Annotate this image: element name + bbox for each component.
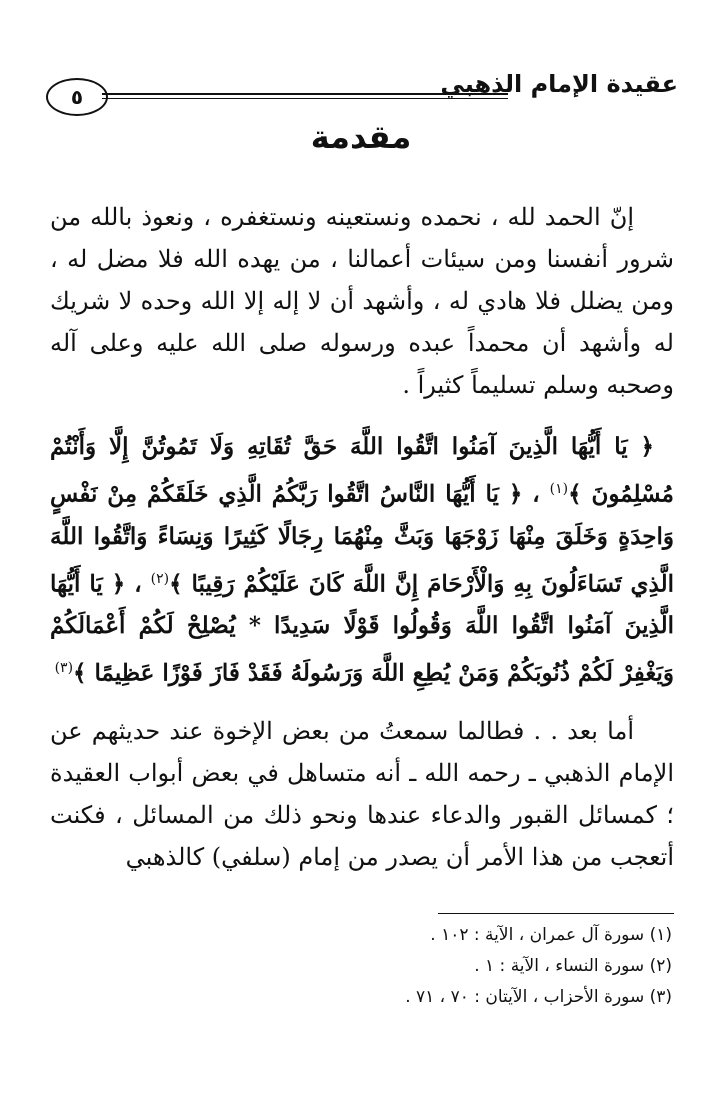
- footnote-2: (٢) سورة النساء ، الآية : ١ .: [474, 956, 672, 976]
- intro-paragraph: إنّ الحمد لله ، نحمده ونستعينه ونستغفره ، ونعوذ بالله من شرور أنفسنا ومن سيئات أعمالنا ، من يهده الله فلا مضل له ، ومن يضلل فلا هادي له ، وأشهد أن لا إله إلا الله وحده لا شريك له وأشهد أن محمداً عبده ورسوله صلى الله عليه وعلى آله وصحبه وسلم تسليماً كثيراً .: [50, 203, 674, 399]
- verses-paragraph: [50, 426, 674, 695]
- book-title: عقيدة الإمام الذهبي: [440, 70, 678, 98]
- verse-3: ، ﴿ يَا أَيُّهَا الَّذِينَ آمَنُوا اتَّقُوا اللَّهَ وَقُولُوا قَوْلًا سَدِيدًا * يُصْلِحْ لَكُمْ أَعْمَالَكُمْ وَيَغْفِرْ لَكُمْ ذُنُوبَكُمْ وَمَنْ يُطِعِ اللَّهَ وَرَسُولَهُ فَقَدْ فَازَ فَوْزًا عَظِيمًا ﴾: [50, 570, 674, 687]
- page-header: [46, 66, 678, 110]
- header-rule: [102, 93, 508, 95]
- footnote-ref-2[interactable]: (٢): [150, 570, 170, 587]
- footnote-1: (١) سورة آل عمران ، الآية : ١٠٢ .: [430, 925, 672, 945]
- footnotes: [52, 920, 672, 1013]
- section-title: مقدمة: [310, 118, 412, 156]
- header-rule-thin: [102, 98, 508, 99]
- footnote-separator: [438, 913, 674, 914]
- footnote-ref-1[interactable]: (١): [549, 481, 569, 497]
- verse-2: ، ﴿ يَا أَيُّهَا النَّاسُ اتَّقُوا رَبَّكُمُ الَّذِي خَلَقَكُمْ مِنْ نَفْسٍ وَاحِدَةٍ وَخَلَقَ مِنْهَا زَوْجَهَا وَبَثَّ مِنْهُمَا رِجَالًا كَثِيرًا وَنِسَاءً وَاتَّقُوا اللَّهَ الَّذِي تَسَاءَلُونَ بِهِ وَالْأَرْحَامَ إِنَّ اللَّهَ كَانَ عَلَيْكُمْ رَقِيبًا ﴾: [50, 480, 674, 598]
- footnote-3: (٣) سورة الأحزاب ، الآيتان : ٧٠ ، ٧١ .: [405, 987, 672, 1007]
- verse-1: ﴿ يَا أَيُّهَا الَّذِينَ آمَنُوا اتَّقُوا اللَّهَ حَقَّ تُقَاتِهِ وَلَا تَمُوتُنَّ إِلَّا وَأَنْتُمْ مُسْلِمُونَ ﴾: [50, 433, 674, 508]
- page-number: ٥: [46, 78, 108, 116]
- footnote-ref-3[interactable]: (٣): [54, 660, 74, 677]
- body-paragraph: أما بعد . . فطالما سمعتُ من بعض الإخوة عند حديثهم عن الإمام الذهبي ـ رحمه الله ـ أنه متساهل في بعض أبواب العقيدة ؛ كمسائل القبور والدعاء عندها ونحو ذلك من المسائل ، فكنت أتعجب من هذا الأمر أن يصدر من إمام (سلفي) كالذهبي: [50, 717, 674, 871]
